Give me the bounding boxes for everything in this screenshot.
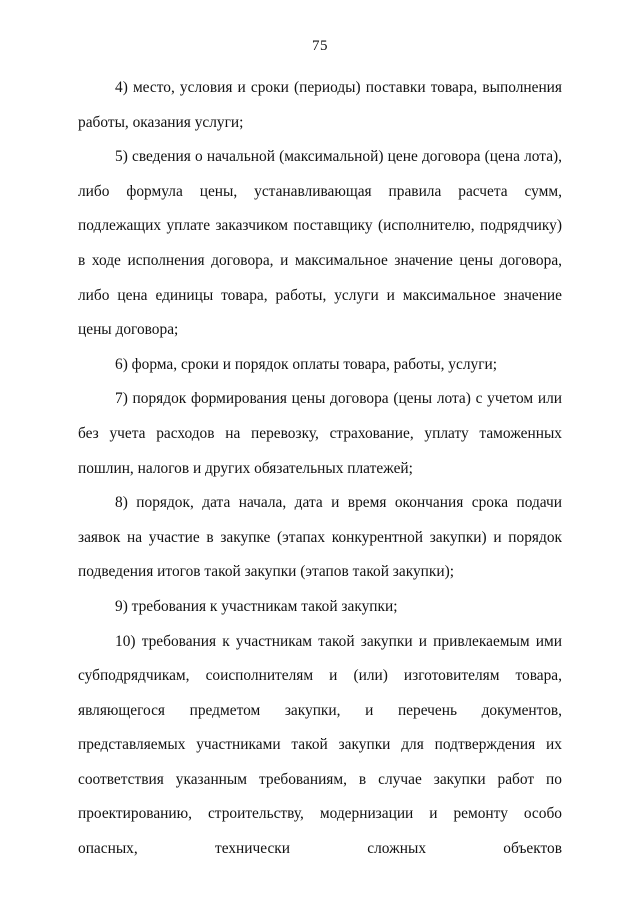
paragraph-item-5: 5) сведения о начальной (максимальной) цене договора (цена лота), либо формула цены, устанавливающая правила расчета сумм, подлежащих уплате заказчиком поставщику (исполнителю, подрядчику) в ходе исполнения договора, и максимальное значение цены договора, либо цена единицы товара, работы, услуги и максимальное значение цены договора; xyxy=(78,148,562,339)
page-number: 75 xyxy=(312,38,328,54)
paragraph-item-10: 10) требования к участникам такой закупки и привлекаемым ими субподрядчикам, соисполнителям и (или) изготовителям товара, являющегося предметом закупки, и перечень документов, представляемых участниками такой закупки для подтверждения их соответствия указанным требованиям, в случае закупки работ по проектированию, строительству, модернизации и ремонту особо опасных, технически сложных объектов xyxy=(78,632,562,858)
paragraph-item-6: 6) форма, сроки и порядок оплаты товара, работы, услуги; xyxy=(115,355,498,373)
paragraph-item-7: 7) порядок формирования цены договора (цены лота) с учетом или без учета расходов на перевозку, страхование, уплату таможенных пошлин, налогов и других обязательных платежей; xyxy=(78,390,562,477)
paragraph-item-4: 4) место, условия и сроки (периоды) поставки товара, выполнения работы, оказания услуги; xyxy=(78,79,562,131)
paragraph-item-8: 8) порядок, дата начала, дата и время окончания срока подачи заявок на участие в закупке (этапах конкурентной закупки) и порядок подведения итогов такой закупки (этапов такой закупки); xyxy=(78,494,562,581)
document-body xyxy=(78,71,562,867)
paragraph-item-9: 9) требования к участникам такой закупки; xyxy=(115,597,398,615)
